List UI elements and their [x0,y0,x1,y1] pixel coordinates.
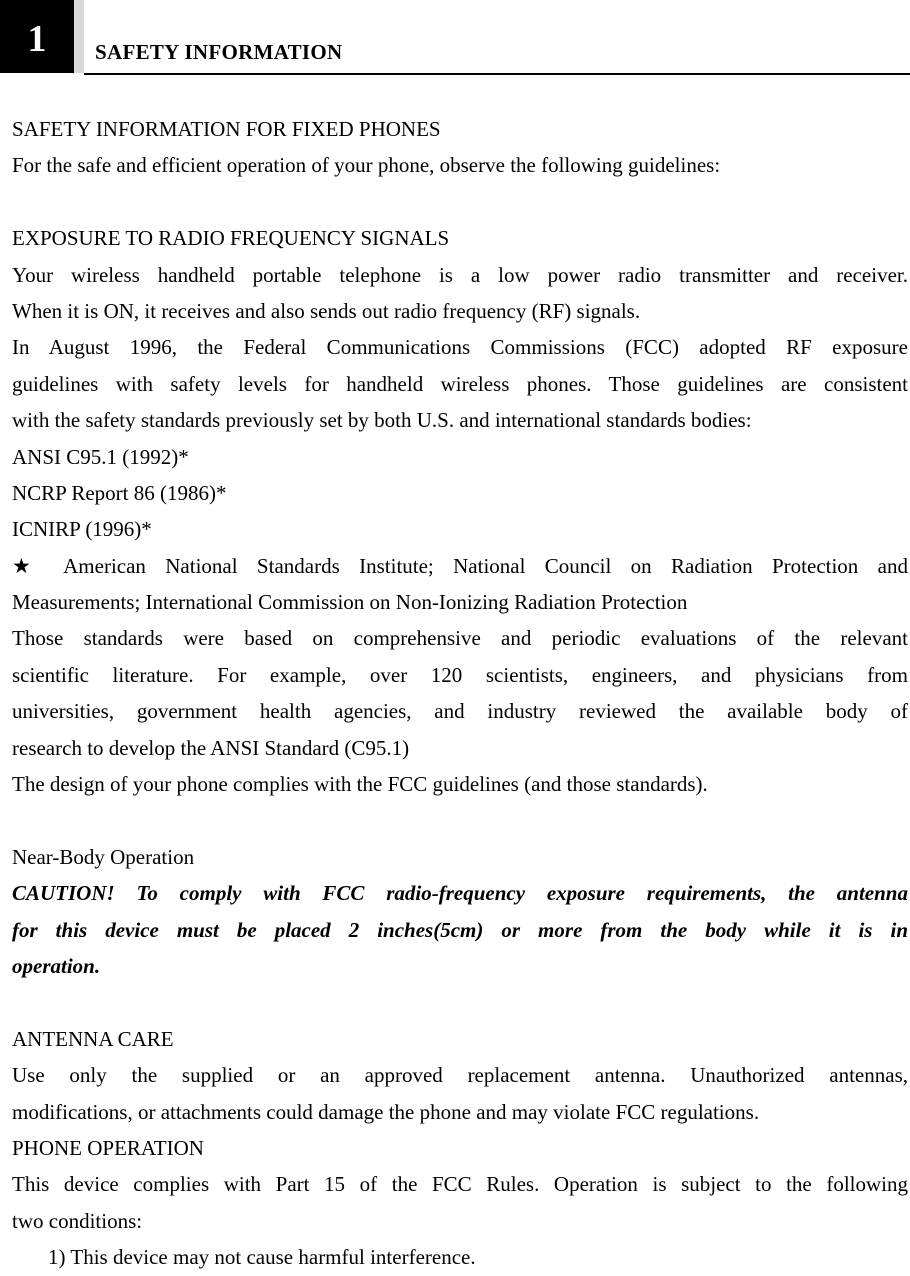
fixed-phones-intro: For the safe and efficient operation of your phone, observe the following guidelines: [12,153,721,178]
spacer [12,984,908,1020]
spacer [12,184,908,220]
header-divider [84,73,910,75]
rf-paragraph-line: In August 1996, the Federal Communications Commissions (FCC) adopted RF exposure [12,335,908,360]
caution-line: CAUTION! To comply with FCC radio-frequency exposure requirements, the antenna [12,881,908,906]
chapter-title: SAFETY INFORMATION [95,40,343,64]
rf-paragraph-line: with the safety standards previously set by both U.S. and international standards bodies: [12,408,752,433]
chapter-number-badge: 1 [0,0,74,73]
rf-paragraph-line: research to develop the ANSI Standard (C95.1) [12,735,410,760]
section-heading-antenna-care: ANTENNA CARE [12,1026,174,1051]
antenna-paragraph-line: Use only the supplied or an approved replacement antenna. Unauthorized antennas, [12,1063,908,1088]
rf-paragraph-line: Those standards were based on comprehensive and periodic evaluations of the relevant [12,626,908,651]
footnote-line: ★ American National Standards Institute; National Council on Radiation Protection and [12,553,908,578]
standard-item: NCRP Report 86 (1986)* [12,480,227,505]
operation-paragraph-line: two conditions: [12,1208,143,1233]
section-heading-fixed-phones: SAFETY INFORMATION FOR FIXED PHONES [12,117,441,141]
rf-paragraph-line: guidelines with safety levels for handheld wireless phones. Those guidelines are consistent [12,371,908,396]
standard-item: ANSI C95.1 (1992)* [12,444,189,469]
rf-paragraph-line: scientific literature. For example, over 120 scientists, engineers, and physicians from [12,662,908,687]
rf-paragraph-line: When it is ON, it receives and also sends out radio frequency (RF) signals. [12,298,641,323]
caution-line: operation. [12,953,101,978]
chapter-badge-shadow [74,0,84,73]
section-heading-phone-operation: PHONE OPERATION [12,1135,204,1160]
antenna-paragraph-line: modifications, or attachments could damage the phone and may violate FCC regulations. [12,1099,760,1124]
section-heading-rf-exposure: EXPOSURE TO RADIO FREQUENCY SIGNALS [12,226,450,251]
operation-paragraph-line: This device complies with Part 15 of the FCC Rules. Operation is subject to the following [12,1172,908,1197]
document-body [12,111,908,1276]
rf-paragraph-line: The design of your phone complies with the FCC guidelines (and those standards). [12,772,708,797]
footnote-line: Measurements; International Commission on Non-Ionizing Radiation Protection [12,590,688,615]
condition-item: 1) This device may not cause harmful interference. [48,1245,476,1270]
caution-line: for this device must be placed 2 inches(5cm) or more from the body while it is in [12,917,908,942]
standard-item: ICNIRP (1996)* [12,517,152,542]
spacer [12,802,908,838]
section-heading-near-body: Near-Body Operation [12,844,195,869]
rf-paragraph-line: universities, government health agencies, and industry reviewed the available body of [12,699,908,724]
chapter-header [0,0,910,76]
rf-paragraph-line: Your wireless handheld portable telephone is a low power radio transmitter and receiver. [12,262,908,287]
